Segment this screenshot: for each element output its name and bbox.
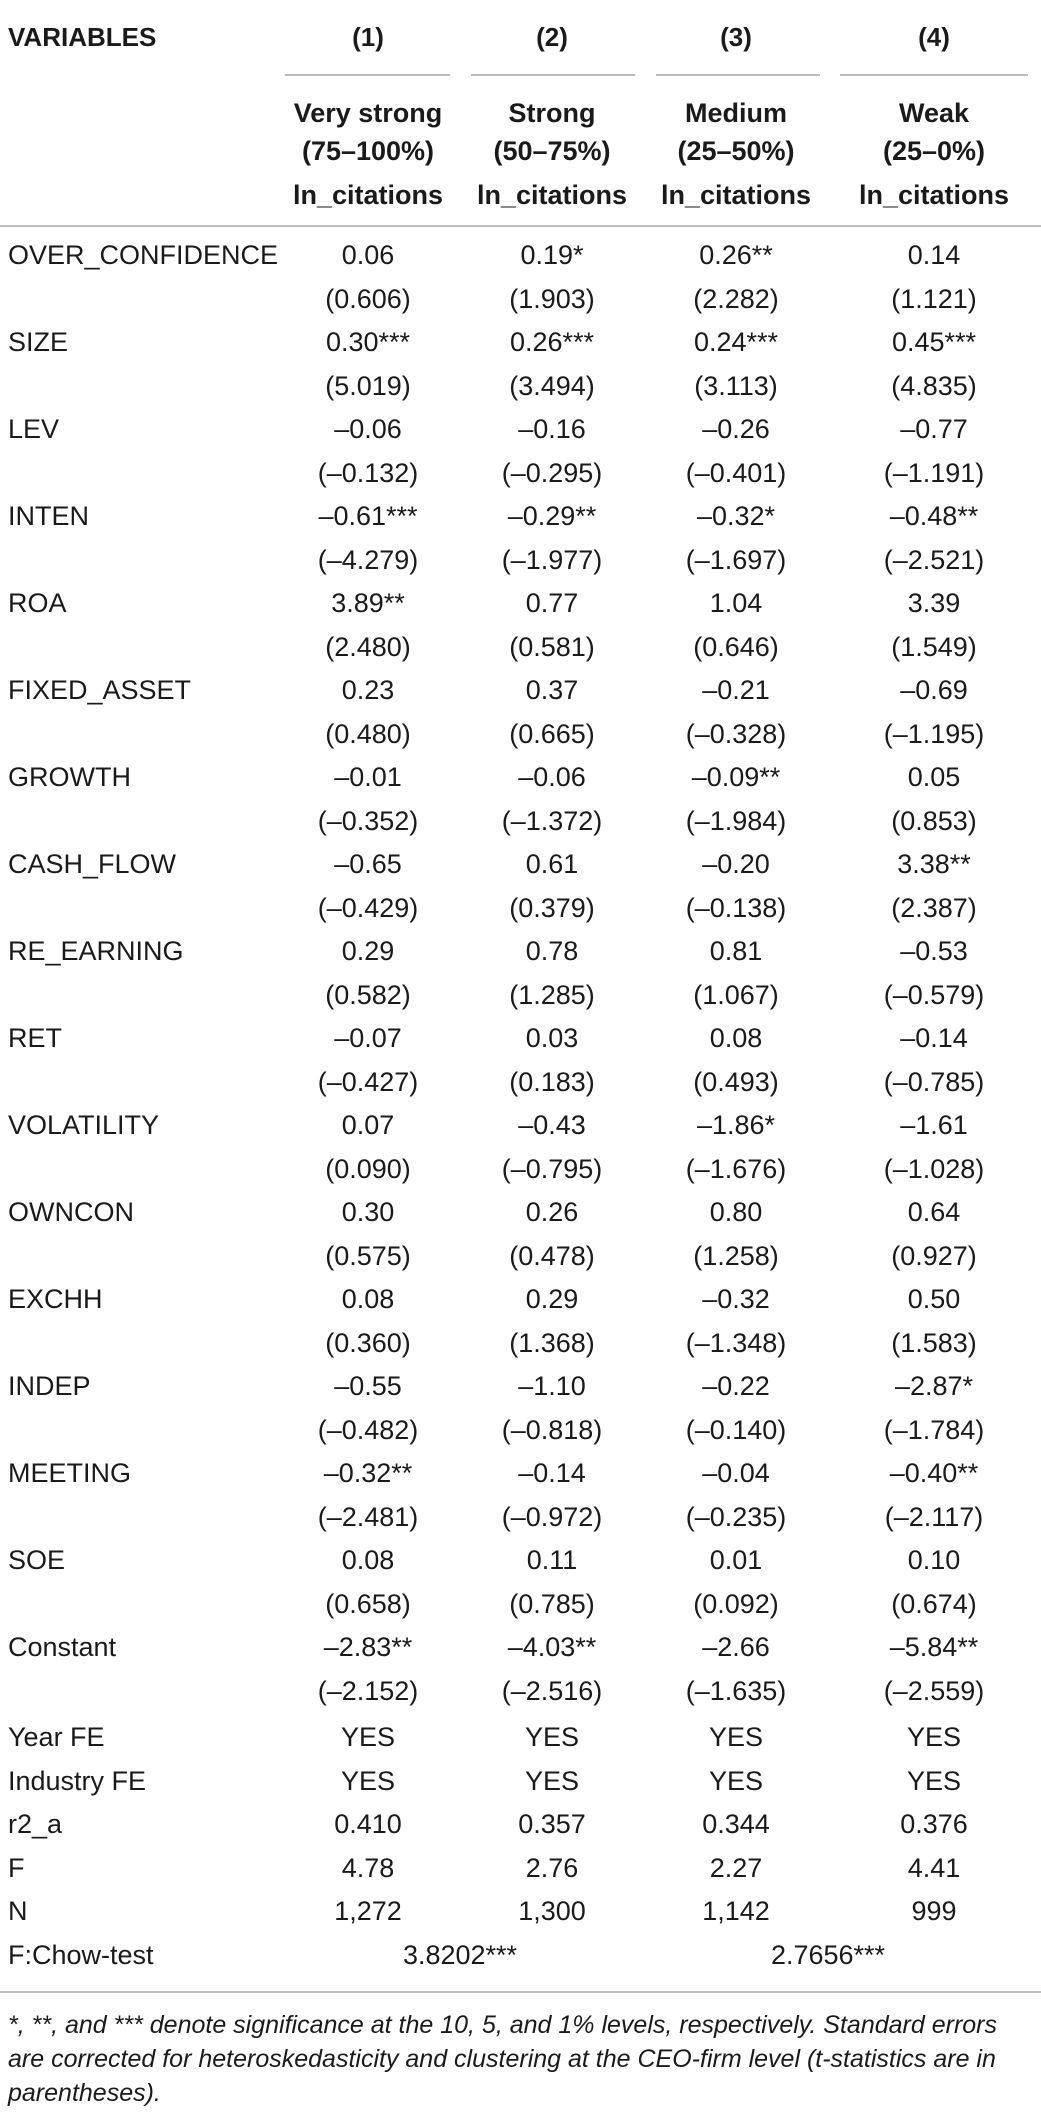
col-rule-4 xyxy=(840,74,1028,76)
tstat-cell: (1.258) xyxy=(693,1241,779,1271)
chow-test-value: 3.8202*** xyxy=(402,1940,518,1970)
coef-cell: –0.32 xyxy=(702,1284,770,1314)
col-group-name-1: Very strong xyxy=(293,98,443,128)
coef-cell: 0.81 xyxy=(709,936,763,966)
stat-label: Year FE xyxy=(8,1722,105,1752)
coef-cell: –2.87* xyxy=(894,1371,974,1401)
coef-cell: 0.03 xyxy=(525,1023,579,1053)
chow-test-label: F:Chow-test xyxy=(8,1940,154,1970)
stat-cell: 0.344 xyxy=(702,1809,770,1839)
tstat-cell: (0.092) xyxy=(693,1589,779,1619)
coef-cell: 0.01 xyxy=(709,1545,763,1575)
tstat-cell: (–1.195) xyxy=(883,719,985,749)
tstat-cell: (–0.328) xyxy=(685,719,787,749)
stat-cell: YES xyxy=(340,1766,396,1796)
coef-cell: –0.69 xyxy=(900,675,968,705)
row-label: OVER_CONFIDENCE xyxy=(8,240,279,270)
tstat-cell: (5.019) xyxy=(325,371,411,401)
tstat-cell: (–0.235) xyxy=(685,1502,787,1532)
tstat-cell: (–2.117) xyxy=(884,1502,984,1532)
coef-cell: 0.08 xyxy=(341,1284,395,1314)
stat-cell: 1,272 xyxy=(334,1896,402,1926)
tstat-cell: (0.360) xyxy=(325,1328,411,1358)
tstat-cell: (–0.401) xyxy=(685,458,787,488)
coef-cell: 3.38** xyxy=(897,849,971,879)
tstat-cell: (1.067) xyxy=(693,980,779,1010)
row-label: VOLATILITY xyxy=(8,1110,160,1140)
coef-cell: 0.50 xyxy=(907,1284,961,1314)
row-label: INTEN xyxy=(8,501,89,531)
stat-cell: YES xyxy=(340,1722,396,1752)
variables-header: VARIABLES xyxy=(8,22,157,52)
coef-cell: 3.89** xyxy=(331,588,405,618)
stat-cell: 4.41 xyxy=(907,1853,961,1883)
tstat-cell: (3.494) xyxy=(509,371,595,401)
coef-cell: –1.61 xyxy=(900,1110,968,1140)
coef-cell: –0.53 xyxy=(900,936,968,966)
coef-cell: 0.30*** xyxy=(325,327,411,357)
col-number-2: (2) xyxy=(536,22,568,52)
coef-cell: –0.55 xyxy=(334,1371,402,1401)
coef-cell: 0.07 xyxy=(341,1110,395,1140)
coef-cell: –0.01 xyxy=(334,762,402,792)
col-group-range-2: (50–75%) xyxy=(493,136,611,166)
tstat-cell: (–1.635) xyxy=(685,1676,787,1706)
tstat-cell: (1.903) xyxy=(509,284,595,314)
coef-cell: –5.84** xyxy=(889,1632,979,1662)
coef-cell: 0.14 xyxy=(907,240,961,270)
coef-cell: 0.37 xyxy=(525,675,579,705)
coef-cell: –0.43 xyxy=(518,1110,586,1140)
col-group-name-4: Weak xyxy=(898,98,970,128)
stat-cell: YES xyxy=(524,1766,580,1796)
coef-cell: –0.26 xyxy=(702,414,770,444)
coef-cell: –1.10 xyxy=(518,1371,586,1401)
tstat-cell: (0.927) xyxy=(891,1241,977,1271)
tstat-cell: (–2.559) xyxy=(883,1676,985,1706)
tstat-cell: (–0.785) xyxy=(883,1067,985,1097)
tstat-cell: (4.835) xyxy=(891,371,977,401)
stat-cell: 0.410 xyxy=(334,1809,402,1839)
coef-cell: 0.19* xyxy=(520,240,584,270)
row-label: ROA xyxy=(8,588,67,618)
coef-cell: 0.78 xyxy=(525,936,579,966)
row-label: INDEP xyxy=(8,1371,91,1401)
tstat-cell: (–0.795) xyxy=(501,1154,603,1184)
tstat-cell: (–0.352) xyxy=(317,806,419,836)
row-label: SIZE xyxy=(8,327,69,357)
tstat-cell: (1.583) xyxy=(891,1328,977,1358)
col-rule-2 xyxy=(471,74,635,76)
tstat-cell: (0.090) xyxy=(325,1154,411,1184)
coef-cell: 0.77 xyxy=(525,588,579,618)
tstat-cell: (0.853) xyxy=(891,806,977,836)
tstat-cell: (–2.481) xyxy=(317,1502,419,1532)
coef-cell: –0.14 xyxy=(518,1458,586,1488)
tstat-cell: (0.674) xyxy=(891,1589,977,1619)
coef-cell: –0.61*** xyxy=(318,501,418,531)
tstat-cell: (3.113) xyxy=(694,371,778,401)
tstat-cell: (0.581) xyxy=(509,632,595,662)
row-label: CASH_FLOW xyxy=(8,849,177,879)
row-label: GROWTH xyxy=(8,762,131,792)
col-rule-1 xyxy=(285,74,450,76)
coef-cell: –4.03** xyxy=(507,1632,597,1662)
col-group-name-3: Medium xyxy=(684,98,787,128)
coef-cell: –0.09** xyxy=(691,762,781,792)
stat-cell: 0.357 xyxy=(518,1809,586,1839)
tstat-cell: (0.575) xyxy=(325,1241,411,1271)
coef-cell: –0.32** xyxy=(323,1458,413,1488)
coef-cell: –0.32* xyxy=(696,501,776,531)
coef-cell: –0.77 xyxy=(900,414,968,444)
stat-cell: YES xyxy=(708,1766,764,1796)
coef-cell: 0.23 xyxy=(341,675,395,705)
tstat-cell: (0.665) xyxy=(509,719,595,749)
tstat-cell: (1.549) xyxy=(891,632,977,662)
coef-cell: 0.30 xyxy=(341,1197,395,1227)
row-label: LEV xyxy=(8,414,60,444)
col-number-3: (3) xyxy=(720,22,752,52)
coef-cell: –0.04 xyxy=(702,1458,770,1488)
tstat-cell: (2.282) xyxy=(693,284,779,314)
tstat-cell: (–1.191) xyxy=(883,458,985,488)
stat-cell: YES xyxy=(906,1722,962,1752)
coef-cell: 1.04 xyxy=(709,588,763,618)
tstat-cell: (–0.295) xyxy=(501,458,603,488)
tstat-cell: (0.379) xyxy=(509,893,595,923)
coef-cell: –0.07 xyxy=(334,1023,402,1053)
coef-cell: –0.48** xyxy=(889,501,979,531)
row-label: MEETING xyxy=(8,1458,132,1488)
tstat-cell: (0.606) xyxy=(325,284,411,314)
table-bottom-rule xyxy=(0,1991,1041,1993)
coef-cell: –0.65 xyxy=(334,849,402,879)
col-number-4: (4) xyxy=(918,22,950,52)
tstat-cell: (0.785) xyxy=(509,1589,595,1619)
stat-label: r2_a xyxy=(8,1809,63,1839)
tstat-cell: (1.121) xyxy=(891,284,977,314)
tstat-cell: (–0.579) xyxy=(883,980,985,1010)
row-label: RET xyxy=(8,1023,62,1053)
tstat-cell: (–0.140) xyxy=(685,1415,787,1445)
tstat-cell: (–1.977) xyxy=(501,545,603,575)
coef-cell: –0.06 xyxy=(334,414,402,444)
coef-cell: –0.06 xyxy=(518,762,586,792)
tstat-cell: (–0.818) xyxy=(501,1415,603,1445)
tstat-cell: (–4.279) xyxy=(317,545,419,575)
row-label: Constant xyxy=(8,1632,117,1662)
coef-cell: –0.21 xyxy=(702,675,770,705)
stat-cell: YES xyxy=(524,1722,580,1752)
tstat-cell: (2.387) xyxy=(891,893,977,923)
tstat-cell: (–0.429) xyxy=(317,893,419,923)
coef-cell: –0.22 xyxy=(702,1371,770,1401)
coef-cell: 0.29 xyxy=(525,1284,579,1314)
tstat-cell: (–0.138) xyxy=(685,893,787,923)
coef-cell: 0.29 xyxy=(341,936,395,966)
coef-cell: 0.06 xyxy=(341,240,395,270)
coef-cell: 0.24*** xyxy=(693,327,779,357)
tstat-cell: (–1.676) xyxy=(685,1154,787,1184)
tstat-cell: (0.658) xyxy=(325,1589,411,1619)
tstat-cell: (–1.028) xyxy=(883,1154,985,1184)
coef-cell: –0.29** xyxy=(507,501,597,531)
tstat-cell: (0.582) xyxy=(325,980,411,1010)
tstat-cell: (0.646) xyxy=(693,632,779,662)
stat-cell: 2.76 xyxy=(525,1853,579,1883)
tstat-cell: (2.480) xyxy=(325,632,411,662)
tstat-cell: (–2.152) xyxy=(317,1676,419,1706)
col-dep-var-3: ln_citations xyxy=(660,180,812,210)
coef-cell: 0.10 xyxy=(907,1545,961,1575)
tstat-cell: (–1.984) xyxy=(685,806,787,836)
tstat-cell: (–1.784) xyxy=(883,1415,985,1445)
stat-cell: 0.376 xyxy=(900,1809,968,1839)
coef-cell: 0.26** xyxy=(699,240,773,270)
coef-cell: –0.14 xyxy=(900,1023,968,1053)
tstat-cell: (0.493) xyxy=(693,1067,779,1097)
stat-label: Industry FE xyxy=(8,1766,147,1796)
tstat-cell: (0.478) xyxy=(509,1241,595,1271)
col-group-range-3: (25–50%) xyxy=(677,136,795,166)
tstat-cell: (–1.697) xyxy=(685,545,787,575)
coef-cell: 0.45*** xyxy=(891,327,977,357)
stat-cell: 2.27 xyxy=(709,1853,763,1883)
tstat-cell: (–2.516) xyxy=(501,1676,603,1706)
tstat-cell: (–2.521) xyxy=(883,545,985,575)
stat-cell: 4.78 xyxy=(341,1853,395,1883)
coef-cell: 3.39 xyxy=(907,588,961,618)
coef-cell: 0.61 xyxy=(525,849,579,879)
col-dep-var-1: ln_citations xyxy=(292,180,444,210)
table-footnote: *, **, and *** denote significance at the 10, 5, and 1% levels, respectively. Standard errors are corrected for heteroskedasticity and clustering at the CEO-firm level (t-statistics are in parentheses). xyxy=(8,2011,998,2107)
coef-cell: 0.08 xyxy=(341,1545,395,1575)
coef-cell: –2.66 xyxy=(702,1632,770,1662)
tstat-cell: (1.285) xyxy=(509,980,595,1010)
tstat-cell: (–1.372) xyxy=(501,806,603,836)
tstat-cell: (–0.482) xyxy=(317,1415,419,1445)
col-group-range-4: (25–0%) xyxy=(882,136,986,166)
coef-cell: 0.05 xyxy=(907,762,961,792)
coef-cell: 0.64 xyxy=(907,1197,961,1227)
coef-cell: 0.26 xyxy=(525,1197,579,1227)
row-label: SOE xyxy=(8,1545,66,1575)
col-dep-var-2: ln_citations xyxy=(476,180,628,210)
col-rule-3 xyxy=(656,74,820,76)
stat-cell: 1,300 xyxy=(518,1896,586,1926)
row-label: OWNCON xyxy=(8,1197,134,1227)
tstat-cell: (1.368) xyxy=(509,1328,595,1358)
stat-label: F xyxy=(8,1853,25,1883)
col-group-range-1: (75–100%) xyxy=(301,136,435,166)
coef-cell: 0.11 xyxy=(526,1545,578,1575)
coef-cell: 0.80 xyxy=(709,1197,763,1227)
col-group-name-2: Strong xyxy=(508,98,596,128)
coef-cell: 0.26*** xyxy=(509,327,595,357)
coef-cell: –0.16 xyxy=(518,414,586,444)
stat-cell: YES xyxy=(906,1766,962,1796)
tstat-cell: (–0.427) xyxy=(317,1067,419,1097)
stat-label: N xyxy=(8,1896,28,1926)
row-label: FIXED_ASSET xyxy=(8,675,192,705)
stat-cell: 1,142 xyxy=(702,1896,770,1926)
chow-test-value: 2.7656*** xyxy=(770,1940,886,1970)
col-dep-var-4: ln_citations xyxy=(858,180,1010,210)
tstat-cell: (0.183) xyxy=(509,1067,595,1097)
stat-cell: 999 xyxy=(911,1896,957,1926)
stat-cell: YES xyxy=(708,1722,764,1752)
col-number-1: (1) xyxy=(352,22,384,52)
row-label: EXCHH xyxy=(8,1284,103,1314)
tstat-cell: (–1.348) xyxy=(685,1328,787,1358)
coef-cell: –2.83** xyxy=(323,1632,413,1662)
tstat-cell: (0.480) xyxy=(325,719,411,749)
coef-cell: –0.40** xyxy=(889,1458,979,1488)
header-bottom-rule xyxy=(0,225,1041,227)
coef-cell: –1.86* xyxy=(696,1110,776,1140)
tstat-cell: (–0.132) xyxy=(317,458,419,488)
row-label: RE_EARNING xyxy=(8,936,184,966)
coef-cell: –0.20 xyxy=(702,849,770,879)
tstat-cell: (–0.972) xyxy=(501,1502,603,1532)
coef-cell: 0.08 xyxy=(709,1023,763,1053)
